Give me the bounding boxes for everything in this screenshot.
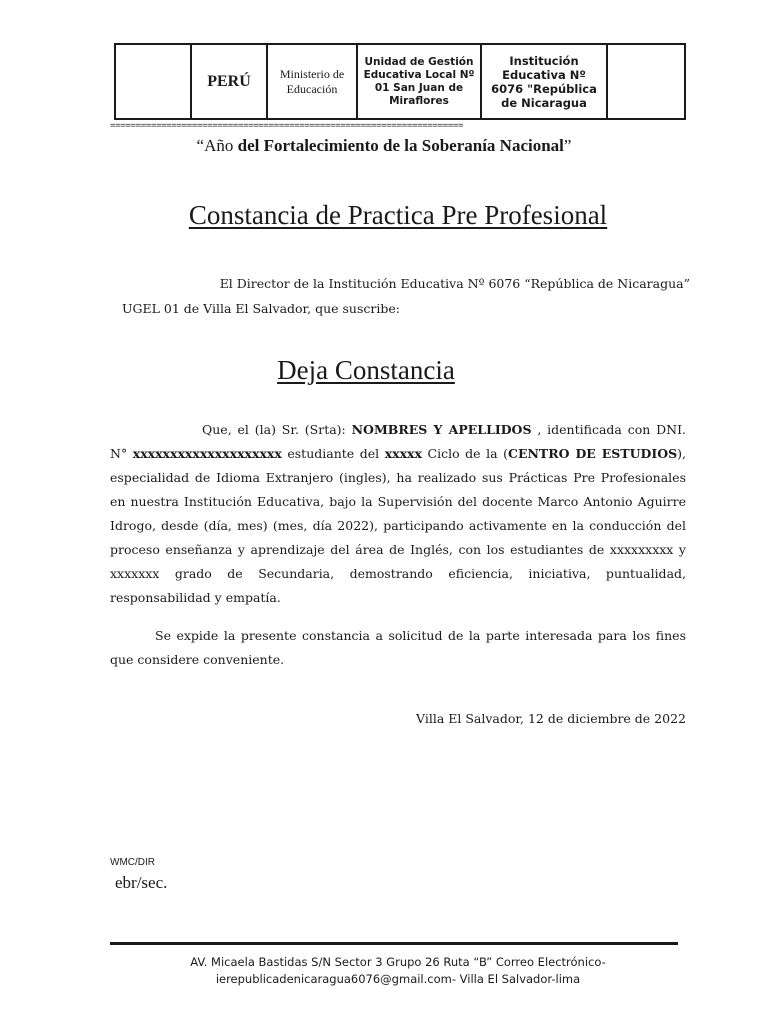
institution-cell: Institución Educativa Nº 6076 "República de Nicaragua — [482, 45, 608, 118]
intro-line-1: El Director de la Institución Educativa Nº 6076 “República de Nicaragua” — [219, 276, 690, 291]
year-motto — [0, 136, 768, 156]
cycle: xxxxx — [384, 446, 422, 461]
document-subtitle: Deja Constancia — [277, 355, 455, 385]
secretary-initials: ebr/sec. — [115, 873, 168, 892]
footer-line-2: ierepublicadenicaragua6076@gmail.com- Villa El Salvador-lima — [215, 972, 581, 986]
footer-address — [110, 954, 686, 988]
study-center: CENTRO DE ESTUDIOS — [508, 446, 678, 461]
ministry-cell: Ministerio de Educación — [268, 45, 358, 118]
director-initials: WMC/DIR — [110, 857, 155, 868]
intro-line-2: UGEL 01 de Villa El Salvador, que suscribe: — [122, 301, 400, 316]
place-date: Villa El Salvador, 12 de diciembre de 2022 — [416, 711, 686, 726]
document-title: Constancia de Practica Pre Profesional — [188, 200, 608, 230]
logo-cell — [116, 45, 192, 118]
body-paragraph — [110, 418, 686, 610]
issuance-paragraph: Se expide la presente constancia a solicitud de la parte interesada para los fines que considere conveniente. — [110, 628, 686, 667]
footer-rule — [110, 942, 678, 945]
footer-line-1: AV. Micaela Bastidas S/N Sector 3 Grupo 26 Ruta “B” Correo Electrónico- — [190, 955, 606, 969]
body-text-3: estudiante del — [281, 446, 385, 461]
motto-close: ” — [563, 136, 572, 155]
student-name: NOMBRES Y APELLIDOS — [351, 422, 532, 437]
dni-number: xxxxxxxxxxxxxxxxxxxx — [132, 446, 282, 461]
body-text-4: Ciclo de la ( — [421, 446, 509, 461]
letterhead-table — [114, 43, 686, 120]
body-text-2: , identificada con DNI. N° — [110, 422, 686, 461]
country-cell: PERÚ — [192, 45, 268, 118]
motto-open: “Año — [196, 136, 238, 155]
emblem-cell — [608, 45, 684, 118]
ugel-cell: Unidad de Gestión Educativa Local Nº 01 San Juan de Miraflores — [358, 45, 482, 118]
body-text-1: Que, el (la) Sr. (Srta): — [202, 422, 352, 437]
separator-line: ===================================================================== — [110, 121, 464, 131]
motto-bold: del Fortalecimiento de la Soberanía Nacional — [237, 136, 564, 155]
body-text-5: ), especialidad de Idioma Extranjero (ingles), ha realizado sus Prácticas Pre Profesionales en nuestra Institución Educativa, bajo la Supervisión del docente Marco Antonio Aguirre Idrogo, desde (día, mes) (mes, día 2022), participando activamente en la conducción del proceso enseñanza y aprendizaje del área de Inglés, con los estudiantes de xxxxxxxxx y xxxxxxx grado de Secundaria, demostrando eficiencia, iniciativa, puntualidad, responsabilidad y empatía. — [110, 446, 686, 605]
